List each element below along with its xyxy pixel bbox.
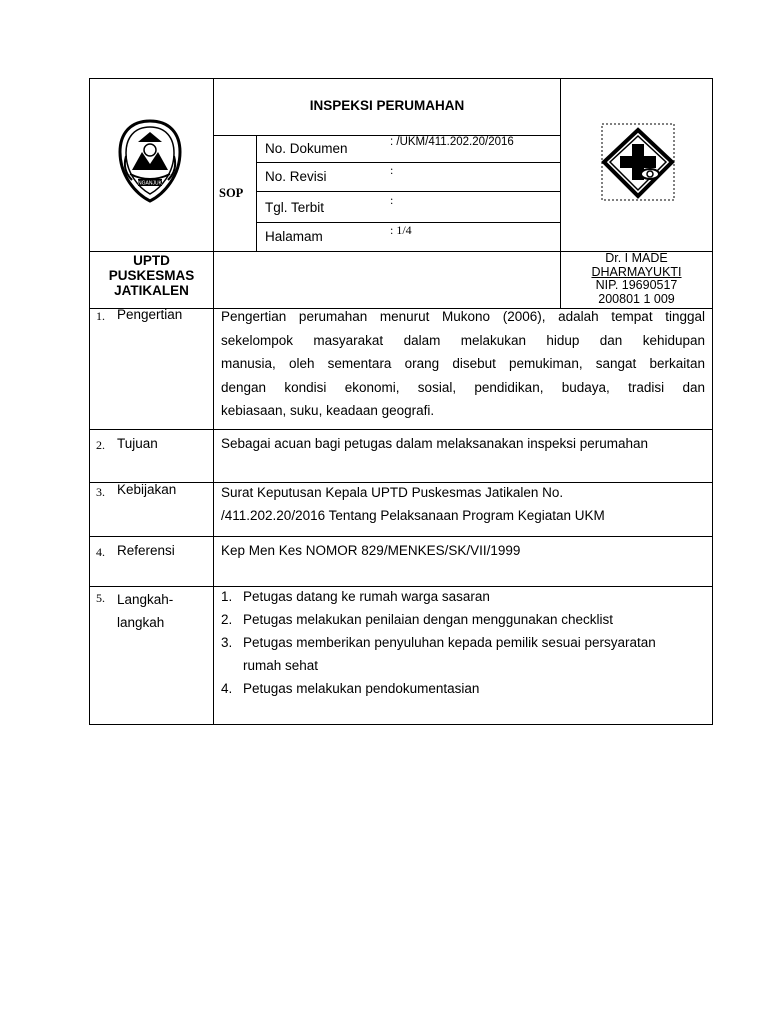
content-line: Pengertian perumahan menurut Mukono (2006), adalah tempat tinggal (221, 309, 705, 324)
step-number: 3. (221, 635, 233, 650)
doc-field-label-number: No. Dokumen (265, 141, 348, 156)
signer-name: DHARMAYUKTI (591, 264, 682, 279)
doc-field-value-issued: : (390, 193, 394, 207)
section-label: Tujuan (117, 436, 158, 451)
section-content: Kep Men Kes NOMOR 829/MENKES/SK/VII/1999 (221, 543, 521, 558)
org-line: JATIKALEN (114, 283, 189, 298)
content-line: /411.202.20/2016 Tentang Pelaksanaan Program Kegiatan UKM (221, 508, 605, 523)
steps-list (221, 585, 709, 700)
section-number: 5. (96, 591, 105, 605)
signer-nip: NIP. 19690517 (595, 278, 678, 292)
step-number: 2. (221, 612, 233, 627)
doc-field-label-issued: Tgl. Terbit (265, 200, 325, 215)
document-title: INSPEKSI PERUMAHAN (309, 98, 465, 113)
org-line: UPTD (133, 253, 170, 268)
sop-label: SOP (219, 186, 244, 200)
divider (89, 536, 713, 537)
table-border-right (712, 78, 713, 725)
table-border-left (89, 78, 90, 725)
label-line: langkah (117, 615, 165, 630)
divider (256, 191, 561, 192)
step-number: 4. (221, 681, 233, 696)
list-item (221, 608, 709, 631)
signer-block (561, 252, 712, 306)
section-content (221, 481, 605, 527)
doc-field-label-revision: No. Revisi (265, 169, 327, 184)
content-line: manusia, oleh sementara orang disebut pemukiman, sangat berkaitan (221, 356, 705, 371)
doc-field-value-page: : 1/4 (390, 223, 412, 237)
section-content: Sebagai acuan bagi petugas dalam melaksanakan inspeksi perumahan (221, 436, 649, 451)
organization-name (90, 253, 213, 298)
divider (89, 429, 713, 430)
section-label (117, 588, 173, 634)
section-number: 4. (96, 545, 105, 559)
step-text: rumah sehat (243, 658, 319, 673)
divider (256, 135, 257, 251)
content-line: kebiasaan, suku, keadaan geografi. (221, 403, 435, 418)
label-line: Langkah- (117, 592, 174, 607)
divider (213, 78, 214, 725)
signer-nip: 200801 1 009 (598, 291, 675, 306)
divider (256, 162, 561, 163)
list-item (221, 585, 709, 608)
doc-field-label-page: Halamam (265, 229, 323, 244)
section-number: 3. (96, 485, 105, 499)
list-item (221, 631, 709, 677)
section-label: Pengertian (117, 307, 183, 322)
step-text: Petugas datang ke rumah warga sasaran (243, 589, 490, 604)
content-line: dengan kondisi ekonomi, sosial, pendidikan, budaya, tradisi dan (221, 379, 705, 395)
content-line: sekelompok masyarakat dalam melakukan hidup dan kehidupan (221, 332, 705, 348)
signer-name: Dr. I MADE (605, 251, 668, 265)
section-label: Kebijakan (117, 482, 177, 497)
doc-field-value-revision: : (390, 163, 394, 177)
content-line: Surat Keputusan Kepala UPTD Puskesmas Jatikalen No. (221, 485, 564, 500)
section-number: 2. (96, 438, 105, 452)
table-border-top (89, 78, 713, 79)
table-border-bottom (89, 724, 713, 725)
step-text: Petugas memberikan penyuluhan kepada pemilik sesuai persyaratan (243, 635, 656, 650)
doc-field-value-number: : /UKM/411.202.20/2016 (390, 136, 514, 148)
step-text: Petugas melakukan pendokumentasian (243, 681, 480, 696)
puskesmas-cross-logo (596, 118, 680, 206)
step-text: Petugas melakukan penilaian dengan menggunakan checklist (243, 612, 614, 627)
step-number: 1. (221, 589, 233, 604)
crest-icon (114, 118, 186, 204)
section-label: Referensi (117, 543, 175, 558)
crest-label: NGANJUK (138, 180, 162, 187)
section-content (221, 305, 705, 423)
list-item (221, 677, 709, 700)
org-line: PUSKESMAS (108, 268, 195, 283)
cross-icon (596, 118, 680, 206)
regency-crest-logo (114, 118, 186, 204)
section-number: 1. (96, 309, 105, 323)
